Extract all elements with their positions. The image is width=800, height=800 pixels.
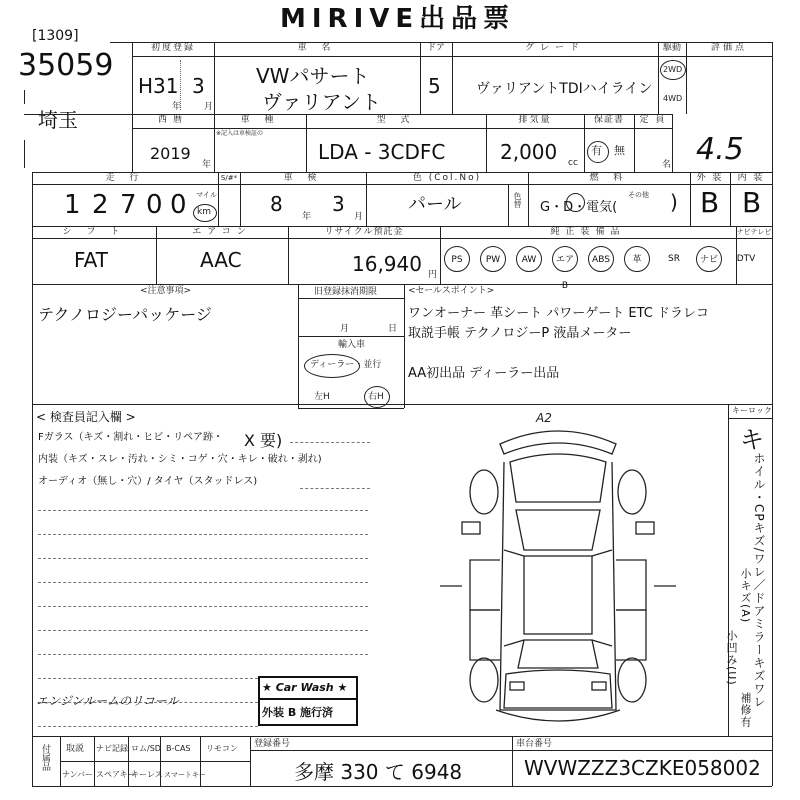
inspector-title: < 検査員記入欄 > (36, 410, 136, 424)
mile-label: マイル (196, 191, 217, 199)
prior-reg-label: 旧登録抹消期限 (314, 287, 378, 297)
fuel-other-label: その他 (628, 191, 649, 199)
fuel-options: G・D・電気( (540, 200, 618, 215)
model-value: LDA - 3CDFC (318, 140, 446, 164)
fuel-diesel-circle (566, 193, 585, 212)
exterior-label: 外 装 (696, 173, 724, 183)
first-reg-label: 初度登録 (150, 43, 195, 53)
glass-line: Fガラス（キズ・割れ・ヒビ・リペア跡・ (38, 432, 224, 443)
body-type-note: ※記入は車検証の (216, 130, 264, 137)
body-type-label: 車 種 (240, 115, 280, 125)
import-label: 輸入車 (338, 340, 366, 350)
registration-label: 登録番号 (254, 739, 291, 749)
lot-code: [1309] (32, 28, 79, 44)
lot-number: 35059 (18, 48, 114, 83)
interior-grade: B (742, 186, 762, 219)
first-reg-year-unit: 年 (172, 102, 182, 112)
capacity-unit: 名 (662, 160, 672, 170)
vin-label: 車台番号 (516, 739, 553, 749)
inspection-month-unit: 月 (354, 212, 364, 222)
keyless-label: キーレス (131, 770, 163, 779)
navi-tv-label: ナビテレビ (736, 228, 772, 236)
inspection-month: 3 (332, 192, 345, 216)
km-label: km (197, 207, 211, 217)
fuel-label: 燃 料 (589, 173, 629, 183)
first-reg-year: H31 (138, 74, 179, 98)
shift-value: FAT (74, 248, 109, 272)
equipment-item: ABS (588, 246, 614, 272)
remote-label: リモコン (206, 744, 238, 753)
drive-2wd: 2WD (663, 65, 683, 74)
inspection-year: 8 (270, 192, 283, 216)
mileage-digit-1: 1 (64, 190, 81, 220)
car-wash-grade: 外装 B 施行済 (262, 706, 334, 719)
side-small-1: 小キズ(A) (739, 568, 752, 624)
car-name-line1: VWパサート (256, 64, 370, 88)
registration-value: 多摩 330 て 6948 (294, 760, 463, 784)
model-label: 型 式 (376, 115, 416, 125)
mileage-label: 走 行 (105, 173, 145, 183)
rating-score: 4.5 (696, 132, 744, 167)
grade-value: ヴァリアントTDIハイライン (476, 81, 653, 97)
equipment-item: PS (444, 246, 470, 272)
sales-points-label: <セールスポイント> (408, 286, 495, 296)
warranty-yes: 有 (591, 144, 602, 157)
vin-value: WVWZZZ3CZKE058002 (524, 756, 761, 780)
key-lock-mark: キ (740, 426, 764, 454)
grade-label: グレード (524, 43, 585, 53)
mileage-digit-5: 0 (170, 190, 187, 220)
equipment-item: ナビ (696, 246, 722, 272)
recycle-unit: 円 (428, 270, 438, 280)
first-reg-month: 3 (192, 74, 205, 98)
model-year-unit: 年 (202, 160, 212, 170)
side-note: ホイル・CPキズ/ワレ／ドアミラーキズワレ (752, 452, 766, 709)
aircon-value: AAC (200, 248, 242, 272)
rating-label: 評価点 (710, 43, 747, 53)
equipment-item: PW (480, 246, 506, 272)
sheet-title: MIRIVE出品票 (280, 4, 516, 34)
mileage-digit-4: 0 (146, 190, 163, 220)
shift-label: シ フ ト (62, 227, 126, 237)
bcas-label: B-CAS (166, 744, 191, 753)
drive-4wd: 4WD (663, 94, 683, 103)
car-wash-title: ★ Car Wash ★ (262, 681, 348, 694)
first-reg-month-unit: 月 (204, 102, 214, 112)
equipment-item: SR (668, 254, 680, 264)
fuel-close: ) (670, 190, 678, 214)
warranty-label: 保証書 (593, 115, 624, 125)
navi-disc-label: ナビ記録 (96, 744, 128, 753)
glass-note: X 要) (244, 431, 283, 450)
manual-label: 取説 (66, 744, 85, 754)
caution-text: テクノロジーパッケージ (38, 305, 212, 324)
car-diagram (440, 410, 676, 734)
car-name-line2: ヴァリアント (262, 90, 381, 114)
equipment-label: 純正装備品 (550, 227, 626, 237)
displacement-label: 排気量 (518, 115, 552, 125)
doors-label: ドア (427, 43, 445, 53)
lhd-label: 左H (314, 392, 330, 402)
mileage-digit-3: 7 (120, 190, 137, 220)
plate-label: ナンバー (62, 770, 94, 779)
equipment-item: DTV (736, 254, 756, 264)
side-small-2: 小凹み(U) (725, 630, 738, 686)
equipment-item: エアB (552, 246, 578, 272)
location: 埼玉 (38, 108, 78, 132)
handwritten-note: エンジンルームのリコール (36, 694, 179, 708)
color-code-label: 色替 (513, 192, 522, 208)
sales-line-1: ワンオーナー 革シート パワーゲート ETC ドラレコ (408, 306, 709, 321)
sales-line-3: AA初出品 ディーラー出品 (408, 366, 560, 381)
interior-line: 内装（キズ・スレ・汚れ・シミ・コゲ・穴・キレ・破れ・剥れ) (38, 454, 322, 465)
model-year-value: 2019 (150, 144, 191, 163)
warranty-no: 無 (614, 144, 625, 157)
notes-month-unit: 月 (340, 324, 350, 334)
recycle-value: 16,940 (352, 252, 422, 276)
smart-key-label: スマートキー (164, 771, 206, 779)
diagram-mark: A2 (536, 411, 552, 425)
capacity-label: 定 員 (639, 115, 667, 125)
color-value: パール (408, 194, 462, 215)
spare-key-label: スペアキー (96, 770, 136, 779)
displacement-unit: cc (568, 158, 578, 168)
interior-label: 内 装 (737, 173, 765, 183)
key-lock-label: キーロック (732, 406, 772, 415)
notes-day-unit: 日 (388, 324, 398, 334)
swap-label: S/#* (220, 174, 238, 182)
exterior-grade: B (700, 186, 720, 219)
car-name-label: 車 名 (297, 43, 337, 53)
mileage-digit-2: 2 (92, 190, 109, 220)
rhd-label: 右H (368, 392, 384, 402)
recycle-label: リサイクル預託金 (324, 227, 404, 237)
caution-label: <注意事項> (140, 286, 192, 296)
equipment-item: AW (516, 246, 542, 272)
aircon-label: エアコン (192, 227, 252, 237)
dealer-parallel: ディーラー・並行 (310, 360, 382, 370)
doors-value: 5 (428, 74, 441, 98)
inspection-label: 車 検 (283, 173, 323, 183)
model-year-label: 西暦 (157, 115, 188, 125)
accessories-label: 付属品 (40, 744, 50, 771)
side-repair: 補修有 (739, 692, 752, 728)
audio-line: オーディオ（無し・穴）/ タイヤ（スタッドレス) (38, 476, 258, 487)
sales-line-2: 取説手帳 テクノロジーP 液晶メーター (408, 326, 632, 341)
drive-label: 駆動 (662, 43, 681, 53)
color-label: 色 (Col.No) (412, 173, 482, 183)
inspection-year-unit: 年 (302, 212, 312, 222)
displacement-value: 2,000 (500, 140, 558, 164)
equipment-item: 革 (624, 246, 650, 272)
one-seg-label: ロム/SD (131, 744, 161, 753)
